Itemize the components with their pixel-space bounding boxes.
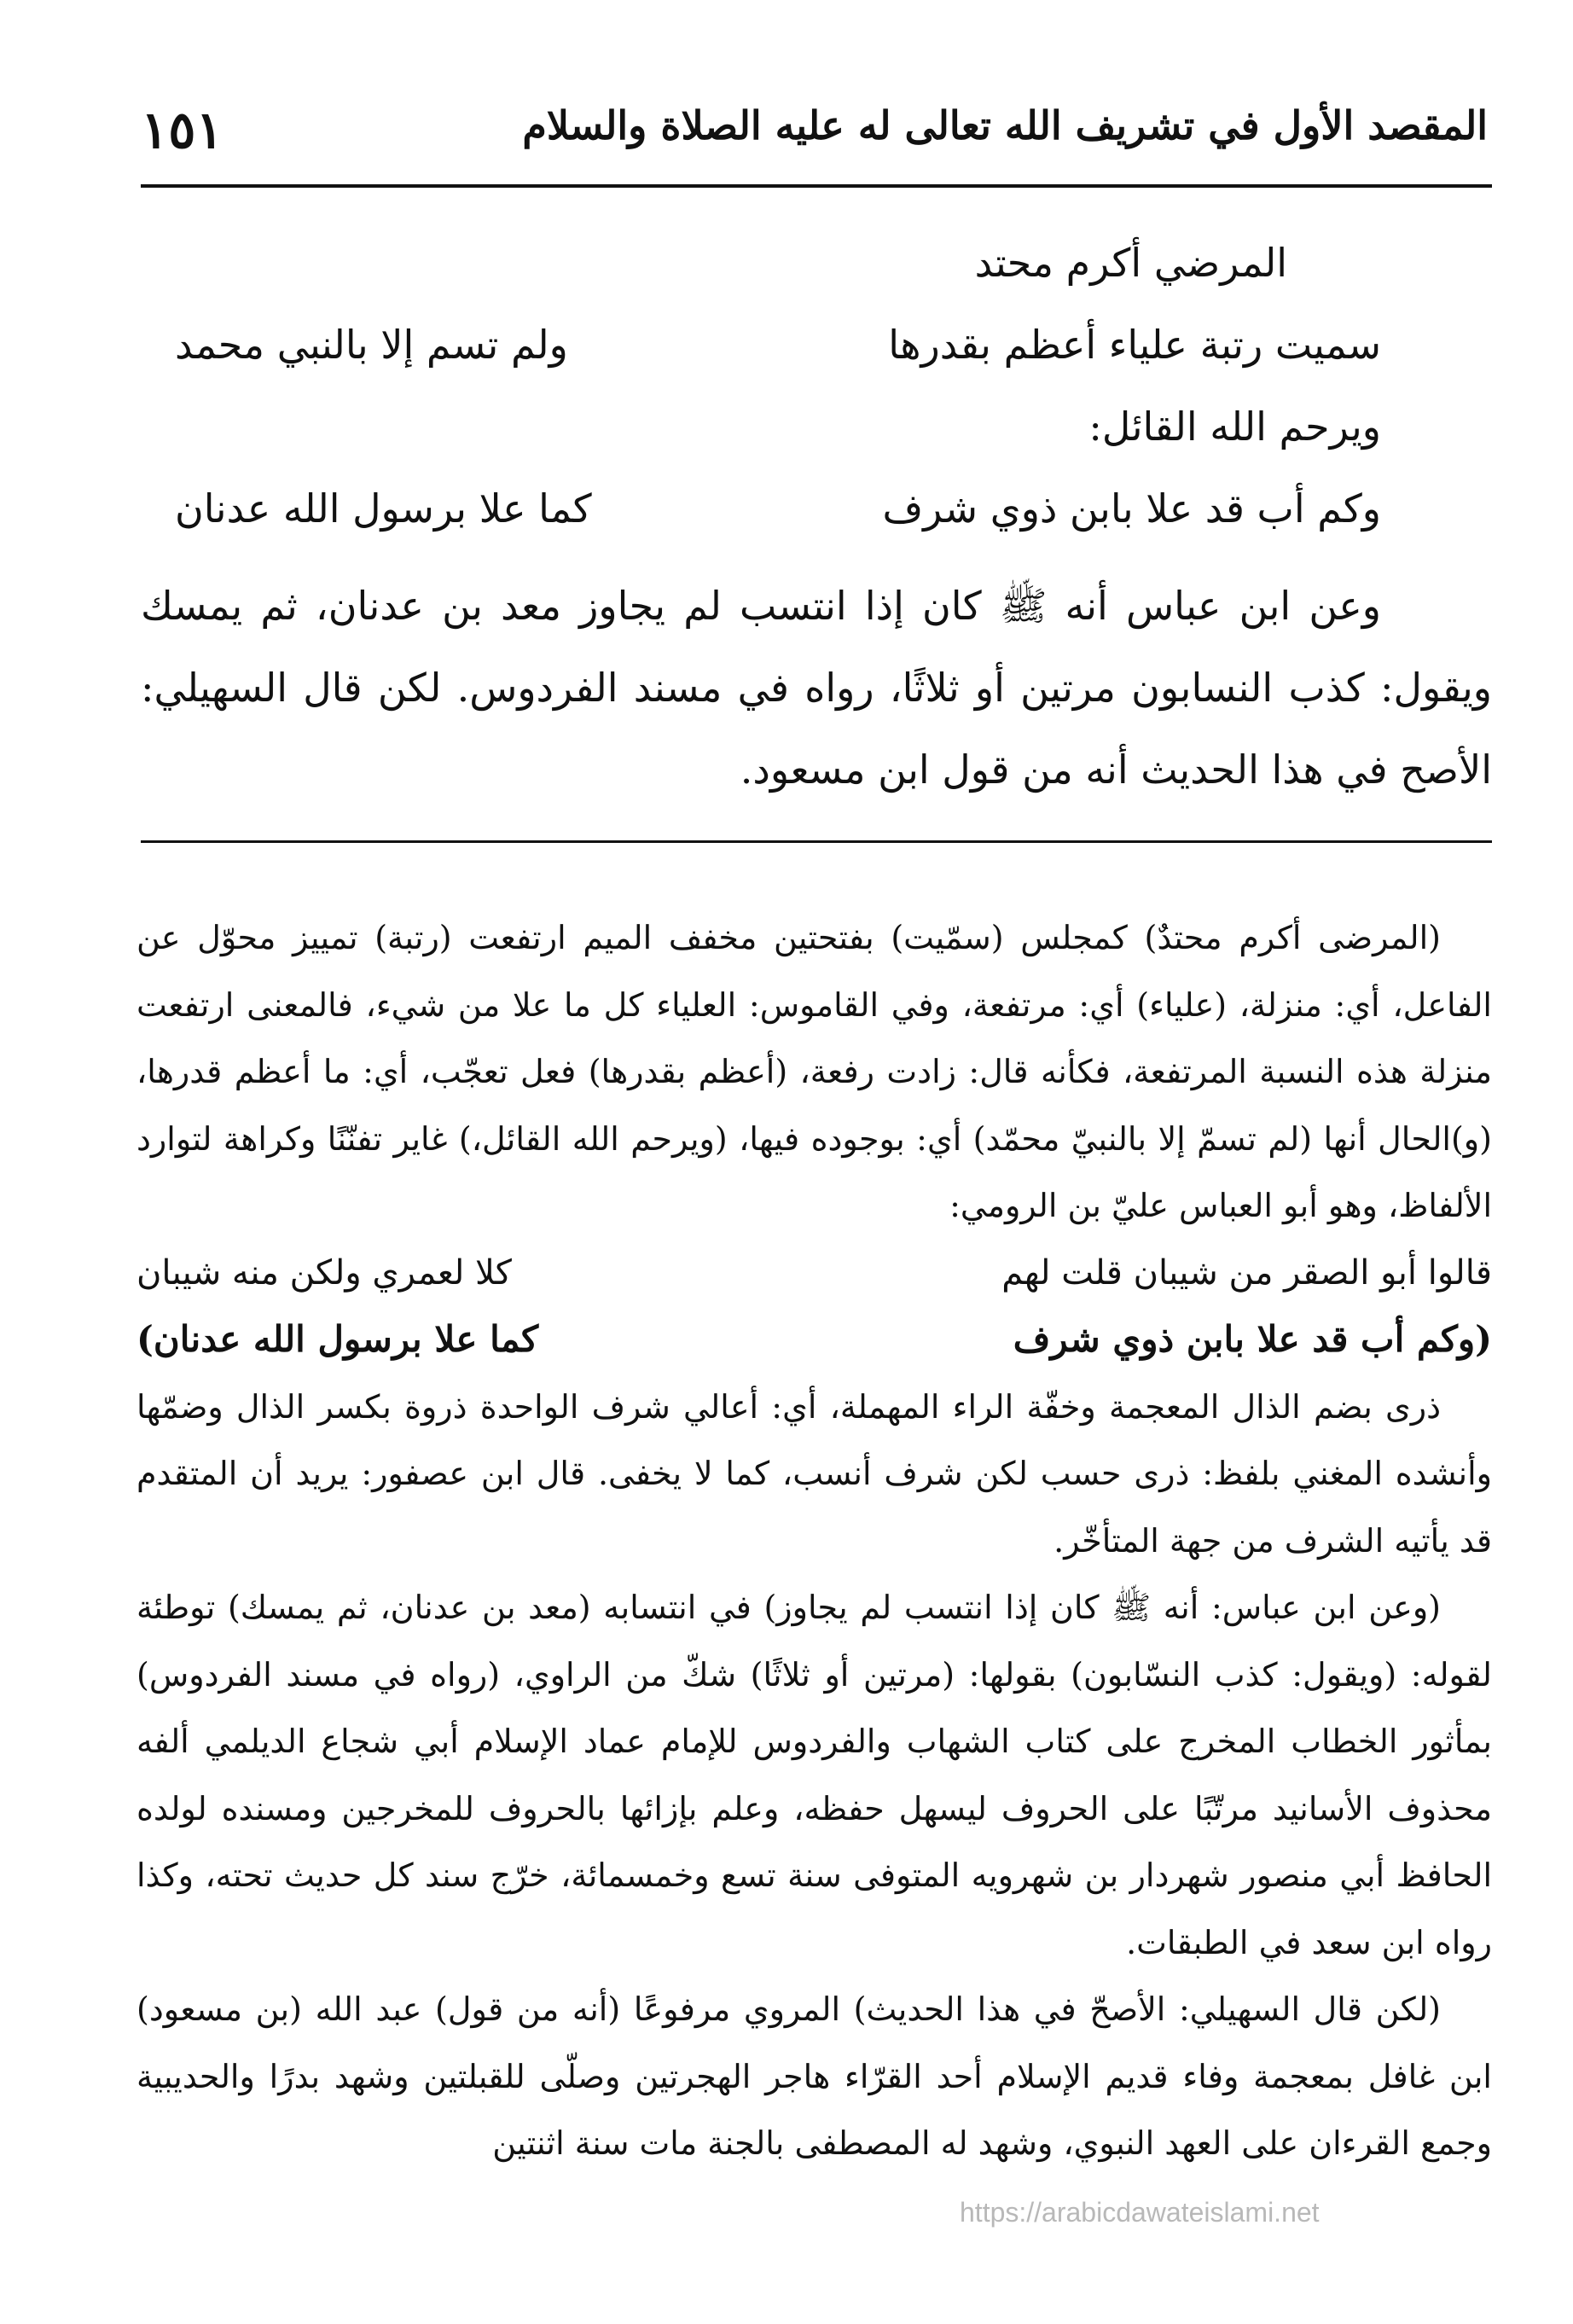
header-divider <box>141 184 1492 188</box>
commentary-verse <box>136 1306 1492 1374</box>
main-text <box>141 222 1492 810</box>
verse-hemistich-right: وكم أب قد علا بابن ذوي شرف <box>882 485 1381 532</box>
running-header <box>141 101 1488 186</box>
verse-hemistich-left: كما علا برسول الله عدنان) <box>136 1318 539 1360</box>
commentary-divider <box>141 840 1492 843</box>
verse-hemistich-left: ولم تسم إلا بالنبي محمد <box>175 322 568 368</box>
commentary <box>136 904 1492 2177</box>
verse-hemistich-right: سميت رتبة علياء أعظم بقدرها <box>888 322 1381 368</box>
commentary-paragraph <box>136 1574 1492 1976</box>
verse-line <box>141 468 1492 549</box>
verse-hemistich-right: قالوا أبو الصقر من شيبان قلت لهم <box>1001 1252 1492 1293</box>
commentary-paragraph <box>136 1976 1492 2177</box>
prose-line: وعن ابن عباس أنه ﷺ كان إذا انتسب لم يجاوز معد بن عدنان، ثم يمسك <box>141 583 1381 629</box>
verse-line <box>141 222 1492 304</box>
verse-hemistich: المرضي أكرم محتد <box>974 240 1287 286</box>
commentary-text: ذرى بضم الذال المعجمة وخفّة الراء المهملة، أي: أعالي شرف الواحدة ذروة بكسر الذال وضمّها وأنشده المغني بلفظ: ذرى حسب لكن شرف أنسب، كما لا يخفى. قال ابن عصفور: يريد أن المتقدم قد يأتيه الشرف من جهة المتأخّر. <box>136 1387 1492 1560</box>
commentary-text: (المرضى أكرم محتدٌ) كمجلس (سمّيت) بفتحتين مخفف الميم ارتفعت (رتبة) تمييز محوّل عن الفاعل، أي: منزلة، (علياء) أي: مرتفعة، وفي القاموس: العلياء كل ما علا من شيء، فالمعنى ارتفعت منزلة هذه النسبة المرتفعة، فكأنه قال: زادت رفعة، (أعظم بقدرها) فعل تعجّب، أي: ما أعظم قدرها، (و)الحال أنها (لم تسمّ إلا بالنبيّ محمّد) أي: بوجوده فيها، (ويرحم الله القائل،) غاير تفنّنًا وكراهة لتوارد الألفاظ، وهو أبو العباس عليّ بن الرومي: <box>136 919 1492 1224</box>
verse-hemistich-left: كلا لعمري ولكن منه شيبان <box>136 1252 512 1293</box>
watermark-url: https://arabicdawateislami.net <box>960 2197 1320 2228</box>
commentary-verse <box>136 1240 1492 1307</box>
verse-line <box>141 304 1492 386</box>
commentary-text: (وعن ابن عباس: أنه ﷺ كان إذا انتسب لم يجاوز) في انتسابه (معد بن عدنان، ثم يمسك) توطئة لقوله: (ويقول: كذب النسّابون) بقولها: (مرتين أو ثلاثًا) شكّ من الراوي، (رواه في مسند الفردوس) بمأثور الخطاب المخرج على كتاب الشهاب والفردوس للإمام عماد الإسلام أبي شجاع الديلمي ألفه محذوف الأسانيد مرتّبًا على الحروف ليسهل حفظه، وعلم بإزائها بالحروف للمخرجين ومسنده لولده الحافظ أبي منصور شهردار بن شهرويه المتوفى سنة تسع وخمسمائة، خرّج سند كل حديث تحته، وكذا رواه ابن سعد في الطبقات. <box>136 1589 1492 1961</box>
page-number: ١٥١ <box>141 101 223 160</box>
prose-line: ويقول: كذب النسابون مرتين أو ثلاثًا، رواه في مسند الفردوس. لكن قال <box>303 665 1492 711</box>
commentary-paragraph <box>136 904 1492 1240</box>
commentary-paragraph <box>136 1374 1492 1575</box>
header-title: المقصد الأول في تشريف الله تعالى له عليه الصلاة والسلام <box>522 102 1488 148</box>
commentary-text: (لكن قال السهيلي: الأصحّ في هذا الحديث) المروي مرفوعًا (أنه من قول) عبد الله (بن مسعود) ابن غافل بمعجمة وفاء قديم الإسلام أحد القرّاء هاجر الهجرتين وصلّى للقبلتين وشهد بدرًا والحديبية وجمع القرءان على العهد النبوي، وشهد له المصطفى بالجنة مات سنة اثنتين <box>136 1990 1492 2162</box>
main-paragraph <box>141 565 1492 810</box>
verse-hemistich-left: كما علا برسول الله عدنان <box>175 485 592 532</box>
verse-intro: ويرحم الله القائل: <box>1088 404 1381 450</box>
prose-line: السهيلي: الأصح في هذا الحديث أنه من قول ابن مسعود. <box>141 665 1492 793</box>
verse-hemistich-right: (وكم أب قد علا بابن ذوي شرف <box>1013 1318 1492 1360</box>
